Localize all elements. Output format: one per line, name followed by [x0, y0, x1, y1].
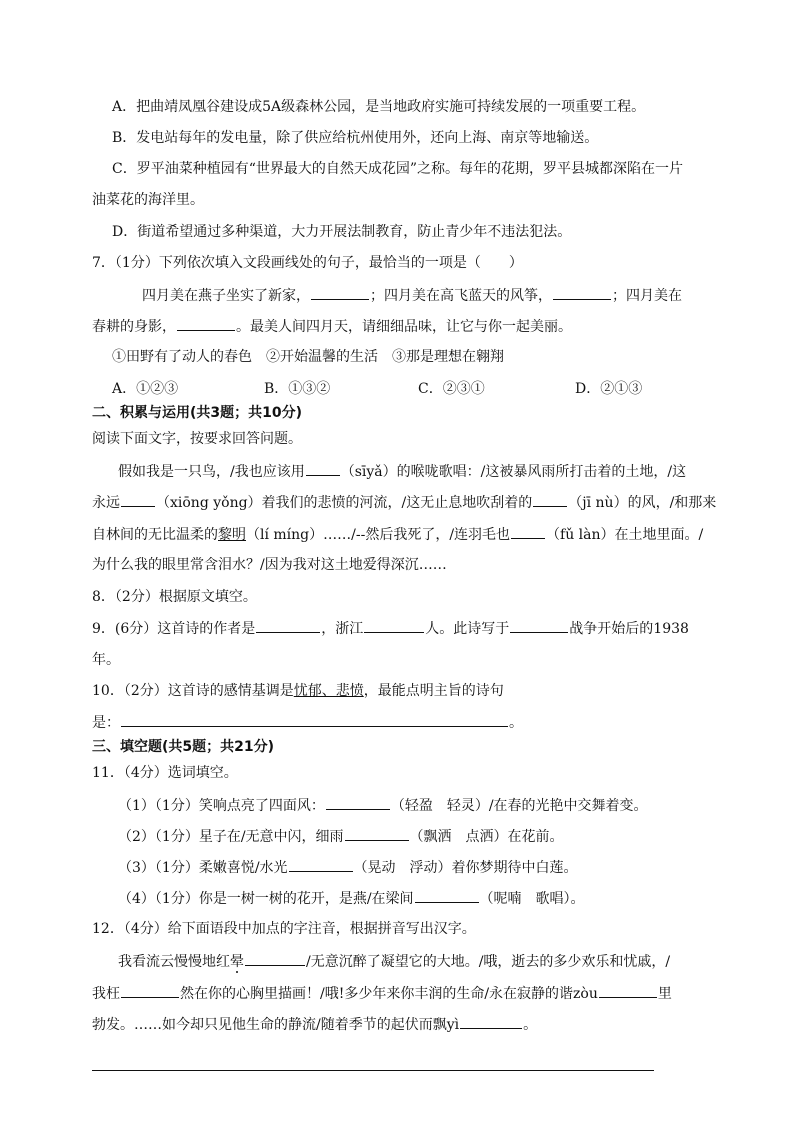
q7-passage-text: 春耕的身影，	[92, 319, 176, 335]
q10-underlined: 忧郁、悲愤	[293, 683, 364, 699]
q12-text: 我看流云慢慢地红	[118, 954, 230, 970]
q12-text: /无意沉醉了凝望它的大地。/哦，逝去的多少欢乐和忧戚，/	[306, 954, 671, 970]
q11-text: （4）（1分）你是一树一树的花开，是燕/在梁间	[118, 891, 414, 907]
poem-blank-1[interactable]	[306, 461, 340, 476]
q12-line3	[92, 1014, 537, 1035]
q11-text: （飘洒 点洒）在花前。	[409, 829, 564, 845]
q12-text: 我枉	[92, 986, 120, 1002]
q10-text: 10．（2分）这首诗的感情基调是	[92, 683, 294, 699]
q10-answer-line	[92, 712, 523, 733]
q12-line2	[92, 983, 672, 1004]
q9-blank-3[interactable]	[510, 618, 568, 633]
poem-text: （jī nù）的风，/和那来	[568, 495, 717, 511]
q11: 11．（4分）选词填空。	[92, 765, 238, 781]
q6-option-d: D．街道希望通过多种渠道，大力开展法制教育，防止青少年不违法犯法。	[112, 224, 572, 240]
q6-option-c-cont: 油菜花的海洋里。	[92, 192, 204, 208]
q7-passage-text: 。最美人间四月天，请细细品味，让它与你一起美丽。	[236, 319, 572, 335]
q7-passage-text: 四月美在燕子坐实了新家，	[142, 288, 310, 304]
q11-text: （2）（1分）星子在/无意中闪，细雨	[118, 829, 344, 845]
q11-text: （轻盈 轻灵）/在春的光艳中交舞着变。	[390, 798, 648, 814]
q10-blank[interactable]	[121, 712, 508, 727]
q9-text: ，浙江	[321, 621, 364, 637]
q12-blank-3[interactable]	[599, 983, 657, 998]
q7-passage-line2	[92, 316, 572, 337]
q12-text: 勃发。……如今却只见他生命的静流/随着季节的起伏而飘yì	[92, 1017, 460, 1033]
q12-blank-2[interactable]	[121, 983, 179, 998]
q10-text: 。	[509, 715, 523, 731]
q11-blank-1[interactable]	[326, 795, 390, 810]
q9-text: 人。此诗写于	[425, 621, 510, 637]
q12-blank-4[interactable]	[460, 1014, 522, 1029]
q11-item-4	[118, 888, 585, 909]
poem-blank-2[interactable]	[121, 492, 155, 507]
q12: 12．（4分）给下面语段中加点的字注音，根据拼音写出汉字。	[92, 921, 476, 937]
q11-blank-3[interactable]	[289, 857, 353, 872]
q7-stem: 7．（1分）下列依次填入文段画线处的句子，最恰当的一项是（ ）	[92, 255, 523, 271]
poem-blank-4[interactable]	[511, 524, 545, 539]
q6-option-c: C．罗平油菜种植园有“世界最大的自然天成花园”之称。每年的花期，罗平县城都深陷在一片	[112, 161, 684, 177]
q12-dotted-char: 晕	[230, 954, 244, 970]
q7-passage-line1	[142, 285, 682, 306]
q11-text: （1）（1分）笑响点亮了四面风：	[118, 798, 325, 814]
q9-text: 战争开始后的1938	[569, 621, 689, 637]
q9-text: 9．(6分）这首诗的作者是	[92, 621, 256, 637]
section2-intro: 阅读下面文字，按要求回答问题。	[92, 431, 302, 447]
poem-line2	[92, 492, 716, 513]
q7-blank-1[interactable]	[311, 285, 369, 300]
q7-passage-text: ；四月美在	[612, 288, 682, 304]
q12-text: 然在你的心胸里描画！/哦!多少年来你丰润的生命/永在寂静的谐zòu	[180, 986, 598, 1002]
q7-blank-3[interactable]	[177, 316, 235, 331]
q11-item-2	[118, 826, 564, 847]
poem-text: 假如我是一只鸟，/我也应该用	[118, 464, 305, 480]
q7-choice-c[interactable]: C．②③①	[418, 381, 485, 397]
q11-text: （呢喃 歌唱）。	[479, 891, 585, 907]
q9-blank-1[interactable]	[256, 618, 320, 633]
q11-blank-2[interactable]	[345, 826, 409, 841]
poem-line1	[118, 461, 686, 482]
q7-items: ①田野有了动人的春色 ②开始温馨的生活 ③那是理想在翱翔	[112, 349, 504, 365]
q6-option-b: B．发电站每年的发电量，除了供应给杭州使用外，还向上海、南京等地输送。	[112, 130, 599, 146]
section2-title: 二、积累与运用(共3题；共10分)	[92, 405, 303, 421]
poem-line3	[92, 524, 703, 545]
poem-blank-3[interactable]	[533, 492, 567, 507]
poem-text: （sīyǎ）的喉咙歌唱：/这被暴风雨所打击着的土地，/这	[340, 464, 687, 480]
q9-blank-2[interactable]	[364, 618, 424, 633]
poem-text: 自林间的无比温柔的	[92, 527, 218, 543]
poem-text: （xiōng yǒng）着我们的悲愤的河流，/这无止息地吹刮着的	[156, 495, 533, 511]
q12-text: 。	[523, 1017, 538, 1033]
q6-option-a: A．把曲靖凤凰谷建设成5A级森林公园，是当地政府实施可持续发展的一项重要工程。	[112, 99, 646, 115]
poem-text: 永远	[92, 495, 120, 511]
q12-blank-1[interactable]	[245, 951, 305, 966]
q9	[92, 618, 689, 639]
poem-text: （fǔ làn）在土地里面。/	[546, 527, 704, 543]
q11-item-3	[118, 857, 578, 878]
q11-item-1	[118, 795, 648, 816]
q12-text: 里	[657, 986, 672, 1002]
poem-line4: 为什么我的眼里常含泪水？/因为我对这土地爱得深沉……	[92, 557, 447, 573]
q11-text: （3）（1分）柔嫩喜悦/水光	[118, 860, 288, 876]
q12-line1	[118, 951, 670, 972]
q7-choice-b[interactable]: B．①③②	[264, 381, 331, 397]
q7-blank-2[interactable]	[553, 285, 611, 300]
q10-text: ，最能点明主旨的诗句	[363, 683, 504, 699]
q11-text: （晃动 浮动）着你梦期待中白莲。	[353, 860, 578, 876]
q7-choice-a[interactable]: A．①②③	[112, 381, 179, 397]
q11-blank-4[interactable]	[415, 888, 479, 903]
q7-passage-text: ；四月美在高飞蓝天的风筝，	[370, 288, 552, 304]
poem-underlined-word: 黎明	[218, 527, 246, 543]
q12-answer-line[interactable]	[92, 1070, 654, 1071]
q10-text: 是：	[92, 715, 120, 731]
poem-text: （lí míng）……/--然后我死了，/连羽毛也	[246, 527, 511, 543]
section3-title: 三、填空题(共5题；共21分)	[92, 739, 275, 755]
q10	[92, 681, 504, 701]
q7-choice-d[interactable]: D．②①③	[575, 381, 643, 397]
q8: 8．（2分）根据原文填空。	[92, 589, 257, 605]
q9-cont: 年。	[92, 652, 120, 668]
